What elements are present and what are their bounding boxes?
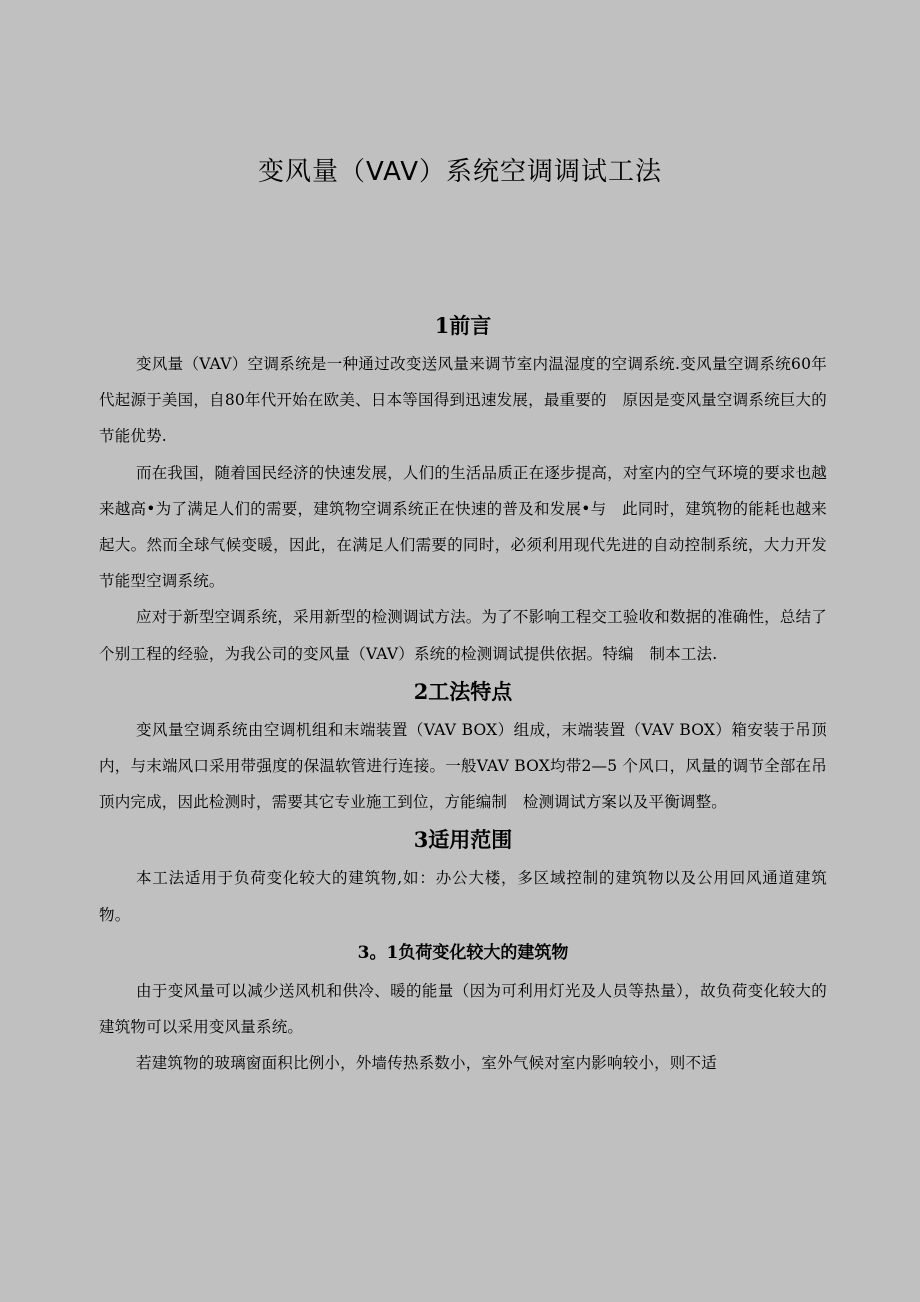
paragraph: 本工法适用于负荷变化较大的建筑物,如：办公大楼，多区域控制的建筑物以及公用回风通道建筑物。 [99,869,827,924]
section-heading-features: 2工法特点 [413,678,513,704]
subsection-heading-variable-load: 3。1负荷变化较大的建筑物 [357,942,569,963]
document-title: 变风量（VAV）系统空调调试工法 [257,157,663,187]
paragraph: 应对于新型空调系统，采用新型的检测调试方法。为了不影响工程交工验收和数据的准确性，总结了个别工程的经验，为我公司的变风量（VAV）系统的检测调试提供依据。特编 制本工法. [99,608,827,663]
paragraph: 而在我国，随着国民经济的快速发展，人们的生活品质正在逐步提高，对室内的空气环境的要求也越来越高•为了满足人们的需要，建筑物空调系统正在快速的普及和发展•与 此同时，建筑物的能耗也越来起大。然而全球气候变暖，因此，在满足人们需要的同时，必须利用现代先进的自动控制系统，大力开发节能型空调系统。 [99,463,827,591]
paragraph: 若建筑物的玻璃窗面积比例小，外墙传热系数小，室外气候对室内影响较小，则不适 [136,1054,717,1073]
section-heading-scope: 3适用范围 [413,827,513,853]
paragraph: 变风量（VAV）空调系统是一种通过改变送风量来调节室内温湿度的空调系统.变风量空调系统60年代起源于美国，自80年代开始在欧美、日本等国得到迅速发展，最重要的 原因是变风量空调系统巨大的节能优势. [99,355,827,446]
document-body [99,306,827,1081]
paragraph: 变风量空调系统由空调机组和末端装置（VAV BOX）组成，末端装置（VAV BOX）箱安装于吊顶内，与末端风口采用带强度的保温软管进行连接。一般VAV BOX均带2—5 个风口，风量的调节全部在吊顶内完成，因此检测时，需要其它专业施工到位，方能编制 检测调试方案以及平衡调整。 [99,720,827,812]
paragraph: 由于变风量可以减少送风机和供冷、暖的能量（因为可利用灯光及人员等热量），故负荷变化较大的建筑物可以采用变风量系统。 [99,981,827,1037]
section-heading-preface: 1前言 [434,313,492,338]
